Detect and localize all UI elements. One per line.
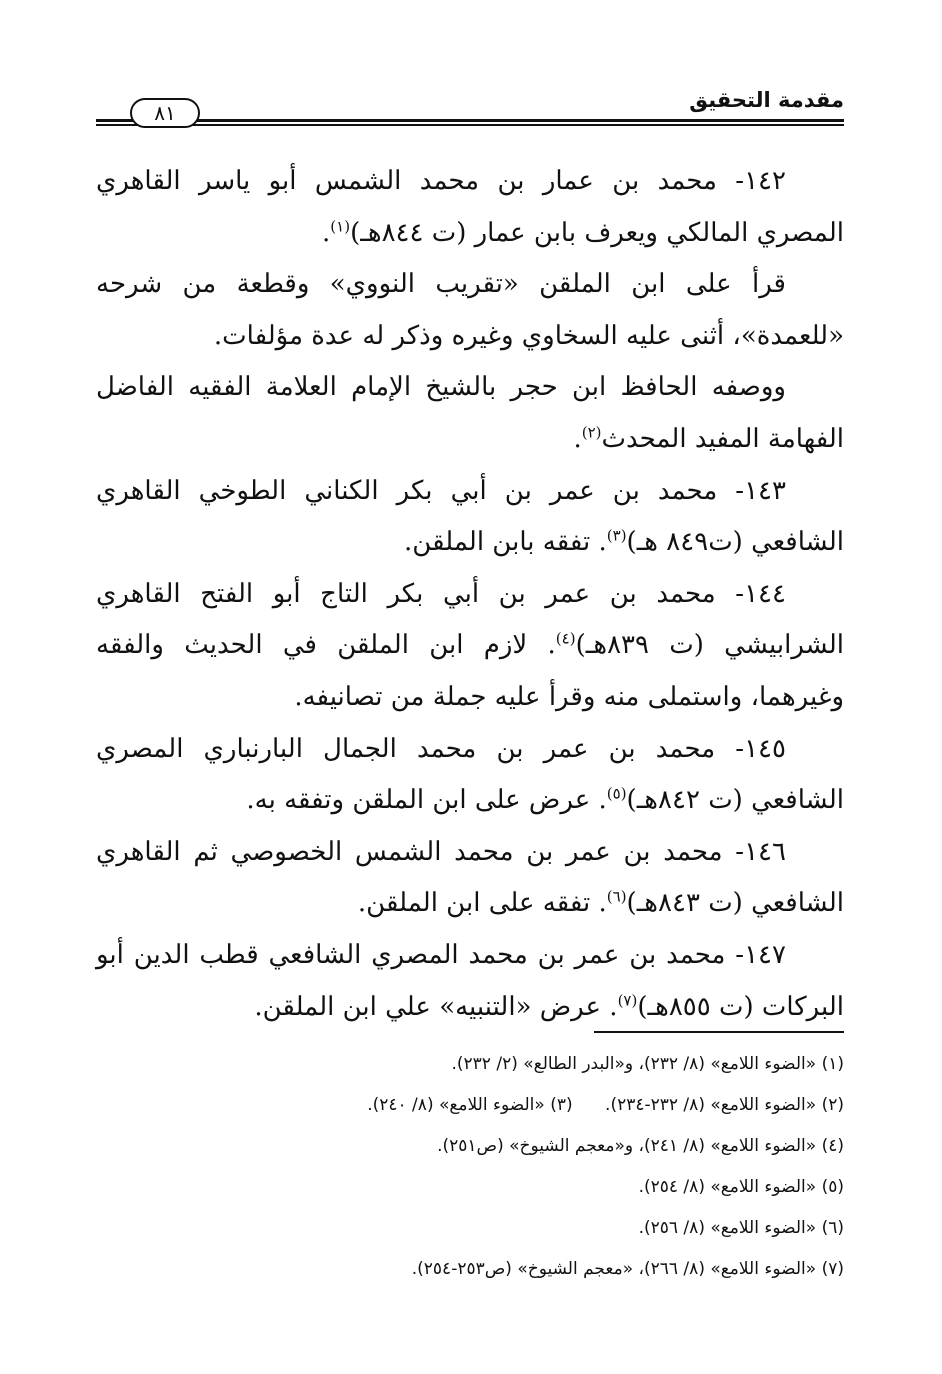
footnote-separator: [594, 1031, 844, 1033]
paragraph-text: ١٤٣- محمد بن عمر بن أبي بكر الكناني الطوخي القاهري الشافعي (ت٨٤٩ هـ): [96, 475, 844, 558]
paragraph-tail: . تفقه على ابن الملقن.: [357, 888, 607, 919]
paragraph: [96, 724, 844, 827]
page-number: ٨١: [130, 98, 200, 128]
paragraph: [96, 259, 844, 362]
paragraph: [96, 156, 844, 259]
paragraph: [96, 569, 844, 724]
paragraph: [96, 466, 844, 569]
footnote-ref: (٢): [581, 423, 602, 442]
paragraph-tail: . لازم ابن الملقن في الحديث والفقه وغيرهما، واستملى منه وقرأ عليه جملة من تصانيفه.: [96, 630, 844, 712]
footnotes: [96, 1044, 844, 1290]
header-rule-thin: [96, 124, 844, 126]
footnote-ref: (٧): [617, 990, 638, 1009]
header-title: مقدمة التحقيق: [689, 88, 844, 112]
paragraph-tail: . عرض على ابن الملقن وتفقه به.: [246, 785, 607, 816]
main-text: [96, 156, 844, 1033]
footnote-ref: (١): [330, 216, 351, 235]
paragraph: [96, 827, 844, 930]
footnote: (٧) «الضوء اللامع» (٨/ ٢٦٦)، «معجم الشيوخ» (ص٢٥٣-٢٥٤).: [411, 1259, 844, 1279]
paragraph-tail: .: [322, 217, 331, 248]
header-rule-thick: [96, 119, 844, 122]
footnote-ref: (٥): [606, 784, 627, 803]
footnote-ref: (٤): [555, 629, 576, 648]
footnote: (٤) «الضوء اللامع» (٨/ ٢٤١)، و«معجم الشيوخ» (ص٢٥١).: [437, 1136, 844, 1156]
paragraph-text: قرأ على ابن الملقن «تقريب النووي» وقطعة من شرحه «للعمدة»، أثنى عليه السخاوي وغيره وذكر له عدة مؤلفات.: [96, 269, 844, 351]
paragraph-text: ١٤٤- محمد بن عمر بن أبي بكر التاج أبو الفتح القاهري الشرابيشي (ت ٨٣٩هـ): [96, 578, 845, 661]
footnote: (٥) «الضوء اللامع» (٨/ ٢٥٤).: [638, 1177, 844, 1197]
footnote: (٦) «الضوء اللامع» (٨/ ٢٥٦).: [638, 1218, 844, 1238]
footnote: (٢) «الضوء اللامع» (٨/ ٢٣٢-٢٣٤). (٣) «الضوء اللامع» (٨/ ٢٤٠).: [367, 1095, 844, 1115]
footnote: (١) «الضوء اللامع» (٨/ ٢٣٢)، و«البدر الطالع» (٢/ ٢٣٢).: [451, 1054, 844, 1074]
paragraph-text: ١٤٢- محمد بن عمار بن محمد الشمس أبو ياسر القاهري المصري المالكي ويعرف بابن عمار (ت ٨٤٤هـ): [96, 166, 844, 248]
paragraph: [96, 930, 844, 1033]
paragraph-text: ١٤٧- محمد بن عمر بن محمد المصري الشافعي قطب الدين أبو البركات (ت ٨٥٥هـ): [96, 939, 844, 1022]
running-header: [96, 84, 844, 134]
footnote-ref: (٦): [606, 887, 627, 906]
paragraph-text: ١٤٥- محمد بن عمر بن محمد الجمال البارنباري المصري الشافعي (ت ٨٤٢هـ): [96, 733, 844, 816]
paragraph-text: ووصفه الحافظ ابن حجر بالشيخ الإمام العلامة الفقيه الفاضل الفهامة المفيد المحدث: [96, 372, 844, 454]
footnote-ref: (٣): [606, 526, 627, 545]
paragraph-tail: .: [573, 423, 582, 454]
paragraph-tail: . تفقه بابن الملقن.: [404, 527, 607, 558]
paragraph-text: ١٤٦- محمد بن عمر بن محمد الشمس الخصوصي ثم القاهري الشافعي (ت ٨٤٣هـ): [96, 836, 844, 919]
paragraph-tail: . عرض «التنبيه» علي ابن الملقن.: [254, 991, 618, 1022]
paragraph: [96, 362, 844, 465]
